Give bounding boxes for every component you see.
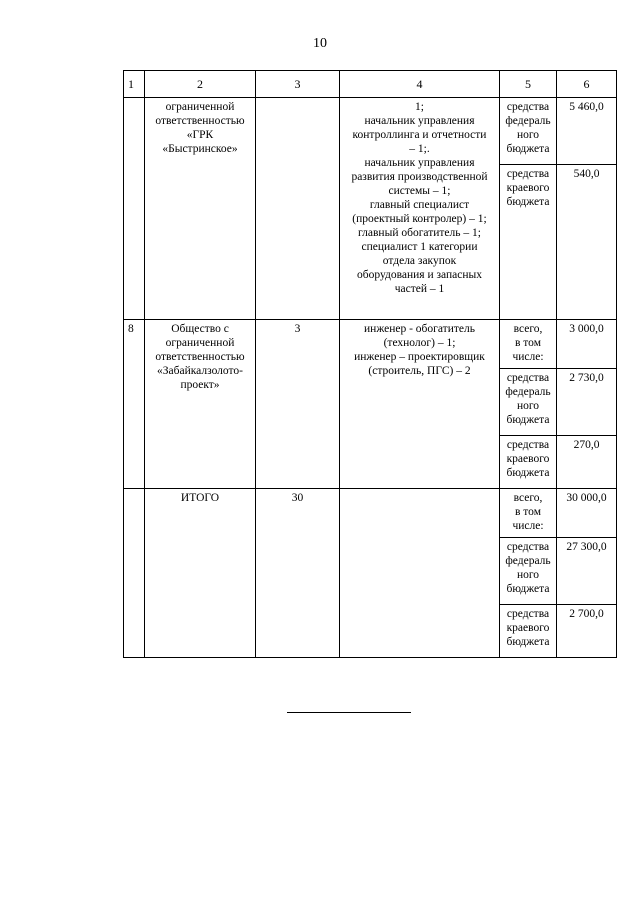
funding-table [123, 70, 617, 658]
bottom-rule [287, 712, 411, 713]
table-row-grk-a [124, 98, 617, 165]
funding-source-cell: средства федераль ного бюджета [500, 369, 557, 436]
funding-amount-cell: 30 000,0 [557, 489, 617, 538]
total-label: ИТОГО [145, 489, 256, 658]
count-cell: 3 [256, 320, 340, 489]
positions-cell: 1; начальник управления контроллинга и отчетности – 1;. начальник управления развития производственной системы – 1; главный специалист (проектный контролер) – 1; главный обогатитель – 1; специалист 1 категории отдела закупок оборудования и запасных частей – 1 [340, 98, 500, 320]
header-cell-1: 1 [124, 71, 145, 98]
funding-source-cell: всего, в том числе: [500, 320, 557, 369]
funding-amount-cell: 270,0 [557, 436, 617, 489]
table-row-8-a [124, 320, 617, 369]
positions-cell: инженер - обогатитель (технолог) – 1; инженер – проектировщик (строитель, ПГС) – 2 [340, 320, 500, 489]
positions-cell [340, 489, 500, 658]
funding-amount-cell: 2 730,0 [557, 369, 617, 436]
page-number: 10 [313, 36, 327, 51]
row-number [124, 98, 145, 320]
row-number [124, 489, 145, 658]
header-row [124, 71, 617, 98]
header-cell-6: 6 [557, 71, 617, 98]
funding-amount-cell: 3 000,0 [557, 320, 617, 369]
funding-amount-cell: 27 300,0 [557, 538, 617, 605]
header-cell-4: 4 [340, 71, 500, 98]
funding-source-cell: средства федераль ного бюджета [500, 538, 557, 605]
row-number: 8 [124, 320, 145, 489]
funding-source-cell: средства федераль ного бюджета [500, 98, 557, 165]
header-cell-2: 2 [145, 71, 256, 98]
header-cell-3: 3 [256, 71, 340, 98]
header-cell-5: 5 [500, 71, 557, 98]
organization-cell: ограниченной ответственностью «ГРК «Быстринское» [145, 98, 256, 320]
organization-cell: Общество с ограниченной ответственностью «Забайкалзолото- проект» [145, 320, 256, 489]
funding-source-cell: всего, в том числе: [500, 489, 557, 538]
funding-source-cell: средства краевого бюджета [500, 436, 557, 489]
funding-source-cell: средства краевого бюджета [500, 605, 557, 658]
funding-amount-cell: 5 460,0 [557, 98, 617, 165]
count-cell [256, 98, 340, 320]
table-row-total-a [124, 489, 617, 538]
total-count: 30 [256, 489, 340, 658]
funding-source-cell: средства краевого бюджета [500, 165, 557, 320]
funding-amount-cell: 540,0 [557, 165, 617, 320]
funding-amount-cell: 2 700,0 [557, 605, 617, 658]
